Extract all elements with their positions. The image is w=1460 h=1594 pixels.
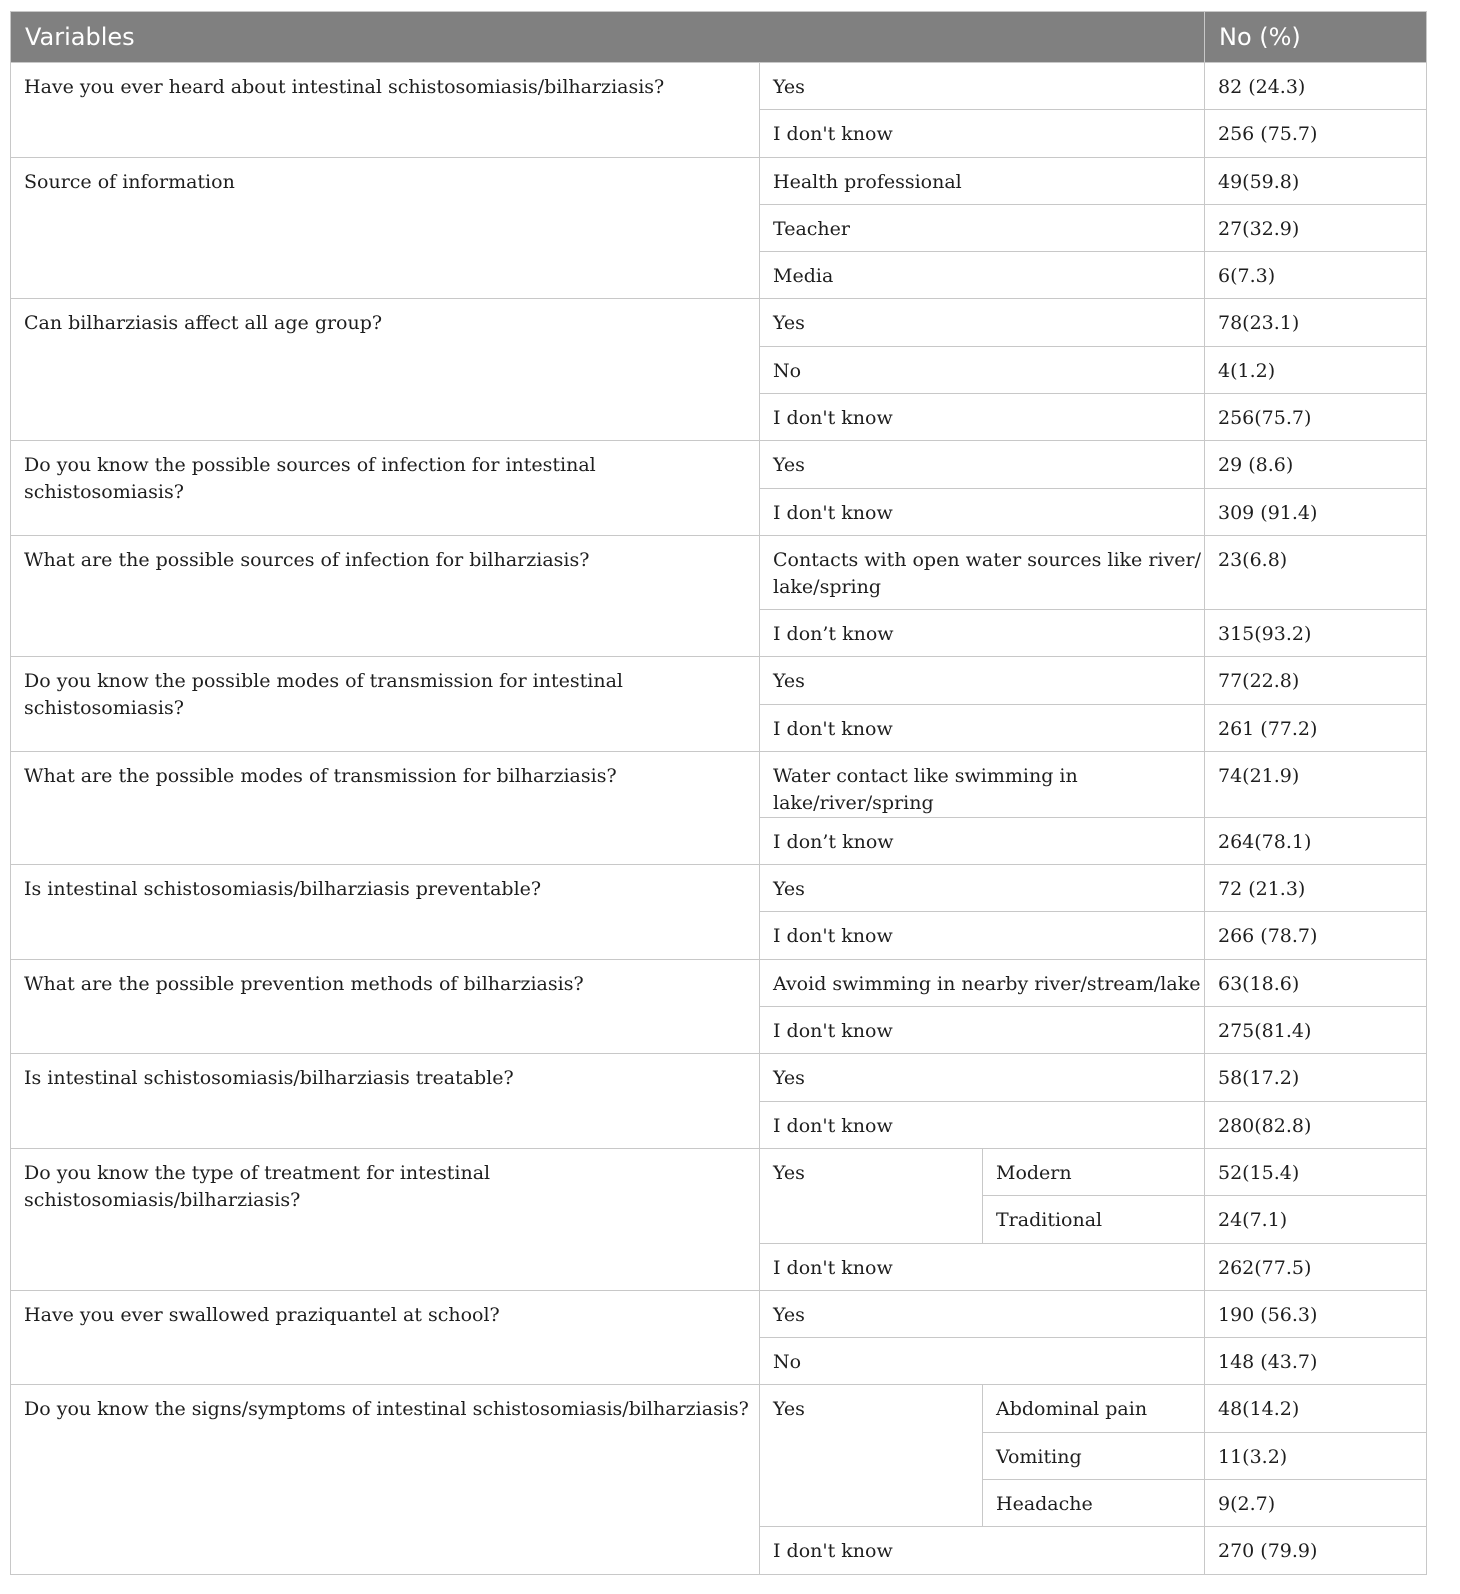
question-cell: Do you know the signs/symptoms of intestinal schistosomiasis/bilharziasis? (11, 1385, 760, 1574)
count-cell: 77(22.8) (1205, 657, 1427, 704)
question-cell: Do you know the possible sources of infection for intestinal schistosomiasis? (11, 441, 760, 536)
question-cell: Have you ever heard about intestinal schistosomiasis/bilharziasis? (11, 63, 760, 158)
table-row (11, 1290, 1427, 1337)
knowledge-table (10, 11, 1427, 1575)
table-row (11, 299, 1427, 346)
sub-answer-cell: Abdominal pain (983, 1385, 1205, 1432)
table-row (11, 657, 1427, 704)
table-row (11, 535, 1427, 609)
table-row (11, 157, 1427, 204)
answer-cell: I don't know (760, 110, 1205, 157)
answer-cell: Yes (760, 1054, 1205, 1101)
answer-cell: No (760, 346, 1205, 393)
table-header-row (11, 12, 1427, 63)
count-cell: 280(82.8) (1205, 1101, 1427, 1148)
answer-cell: I don't know (760, 1101, 1205, 1148)
question-cell: Can bilharziasis affect all age group? (11, 299, 760, 441)
question-cell: Is intestinal schistosomiasis/bilharziasis treatable? (11, 1054, 760, 1149)
question-cell: What are the possible prevention methods of bilharziasis? (11, 959, 760, 1054)
question-cell: What are the possible modes of transmission for bilharziasis? (11, 751, 760, 864)
sub-answer-cell: Vomiting (983, 1432, 1205, 1479)
table-row (11, 865, 1427, 912)
answer-cell: Yes (760, 657, 1205, 704)
count-cell: 63(18.6) (1205, 959, 1427, 1006)
table-row (11, 959, 1427, 1006)
question-cell: What are the possible sources of infection for bilharziasis? (11, 535, 760, 656)
count-cell: 264(78.1) (1205, 817, 1427, 864)
answer-cell: I don't know (760, 488, 1205, 535)
count-cell: 270 (79.9) (1205, 1527, 1427, 1574)
sub-answer-cell: Traditional (983, 1196, 1205, 1243)
answer-cell: I don't know (760, 1243, 1205, 1290)
table-row (11, 751, 1427, 817)
count-cell: 266 (78.7) (1205, 912, 1427, 959)
answer-cell: Media (760, 252, 1205, 299)
header-variables: Variables (11, 12, 1205, 63)
answer-cell: Yes (760, 1385, 983, 1527)
answer-cell: Yes (760, 63, 1205, 110)
answer-cell: Yes (760, 441, 1205, 488)
question-cell: Source of information (11, 157, 760, 299)
answer-cell: Yes (760, 865, 1205, 912)
count-cell: 256(75.7) (1205, 394, 1427, 441)
count-cell: 74(21.9) (1205, 751, 1427, 817)
answer-cell: Yes (760, 299, 1205, 346)
count-cell: 78(23.1) (1205, 299, 1427, 346)
question-cell: Is intestinal schistosomiasis/bilharziasis preventable? (11, 865, 760, 960)
count-cell: 48(14.2) (1205, 1385, 1427, 1432)
count-cell: 262(77.5) (1205, 1243, 1427, 1290)
count-cell: 190 (56.3) (1205, 1290, 1427, 1337)
count-cell: 6(7.3) (1205, 252, 1427, 299)
table-row (11, 441, 1427, 488)
answer-cell: Health professional (760, 157, 1205, 204)
question-cell: Have you ever swallowed praziquantel at school? (11, 1290, 760, 1385)
count-cell: 261 (77.2) (1205, 704, 1427, 751)
count-cell: 275(81.4) (1205, 1007, 1427, 1054)
table-body (11, 63, 1427, 1575)
question-cell: Do you know the possible modes of transmission for intestinal schistosomiasis? (11, 657, 760, 752)
table-row (11, 1148, 1427, 1195)
count-cell: 29 (8.6) (1205, 441, 1427, 488)
table-row (11, 1054, 1427, 1101)
count-cell: 58(17.2) (1205, 1054, 1427, 1101)
sub-answer-cell: Headache (983, 1480, 1205, 1527)
answer-cell: Yes (760, 1148, 983, 1243)
answer-cell: I don't know (760, 704, 1205, 751)
count-cell: 72 (21.3) (1205, 865, 1427, 912)
count-cell: 27(32.9) (1205, 204, 1427, 251)
answer-cell: I don’t know (760, 609, 1205, 656)
count-cell: 49(59.8) (1205, 157, 1427, 204)
count-cell: 24(7.1) (1205, 1196, 1427, 1243)
sub-answer-cell: Modern (983, 1148, 1205, 1195)
count-cell: 23(6.8) (1205, 535, 1427, 609)
answer-cell: I don’t know (760, 817, 1205, 864)
answer-cell: Avoid swimming in nearby river/stream/lake (760, 959, 1205, 1006)
answer-cell: Yes (760, 1290, 1205, 1337)
count-cell: 4(1.2) (1205, 346, 1427, 393)
question-cell: Do you know the type of treatment for intestinal schistosomiasis/bilharziasis? (11, 1148, 760, 1290)
answer-cell: Contacts with open water sources like river/ lake/spring (760, 535, 1205, 609)
table-row (11, 1385, 1427, 1432)
count-cell: 82 (24.3) (1205, 63, 1427, 110)
answer-cell: Water contact like swimming in lake/river/spring (760, 751, 1205, 817)
answer-cell: I don't know (760, 912, 1205, 959)
count-cell: 309 (91.4) (1205, 488, 1427, 535)
count-cell: 52(15.4) (1205, 1148, 1427, 1195)
answer-cell: I don't know (760, 1007, 1205, 1054)
count-cell: 11(3.2) (1205, 1432, 1427, 1479)
answer-cell: No (760, 1338, 1205, 1385)
table-row (11, 63, 1427, 110)
count-cell: 148 (43.7) (1205, 1338, 1427, 1385)
count-cell: 256 (75.7) (1205, 110, 1427, 157)
answer-cell: Teacher (760, 204, 1205, 251)
header-count: No (%) (1205, 12, 1427, 63)
answer-cell: I don't know (760, 394, 1205, 441)
count-cell: 9(2.7) (1205, 1480, 1427, 1527)
count-cell: 315(93.2) (1205, 609, 1427, 656)
answer-cell: I don't know (760, 1527, 1205, 1574)
